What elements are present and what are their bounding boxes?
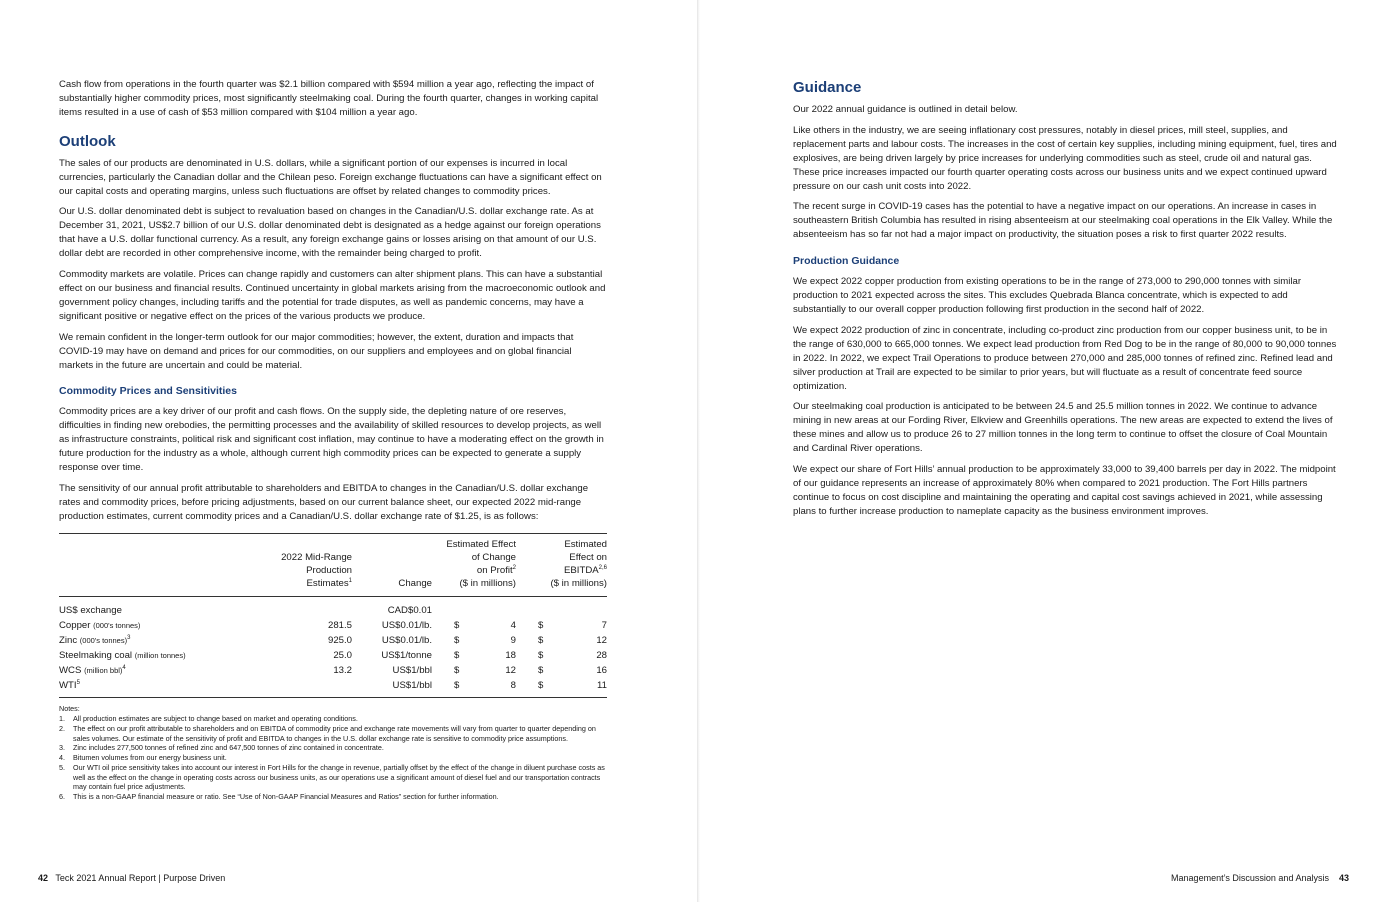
note-item: 2. The effect on our profit attributable to shareholders and on EBITDA of commodity price and exchange rate movements will vary from quarter to quarter depending on sales volumes. Our estimate of the sensitivity of profit and EBITDA to changes in the U.S. dollar exchange rate is sensitive to commodity price assumptions. <box>59 724 596 743</box>
note-item: 6. This is a non-GAAP financial measure or ratio. See “Use of Non-GAAP Financial Measures and Ratios” section for further information. <box>59 791 499 801</box>
guidance-paragraph-3: The recent surge in COVID-19 cases has the potential to have a negative impact on our operations. An increase in cases in southeastern British Columbia has resulted in rising absenteeism at our steelmaking coal operations in the Elk Valley. While the absenteeism has so far not had a major impact on productivity, the situation poses a risk to first quarter 2022 results. <box>793 201 1333 241</box>
outlook-paragraph-2: Our U.S. dollar denominated debt is subject to revaluation based on changes in the Canadian/U.S. dollar exchange rate. As at December 31, 2021, US$2.7 billion of our U.S. dollar denominated debt is designated as a hedge against our foreign operations that have a U.S. dollar functional currency. As a result, any foreign exchange gains or losses arising on that amount of our U.S. dollar debt are recorded in other comprehensive income, with the remainder being charged to profit. <box>59 206 601 260</box>
table-notes <box>59 704 607 802</box>
header-change: Change <box>352 533 432 596</box>
guidance-heading: Guidance <box>793 79 862 96</box>
production-guidance-heading: Production Guidance <box>793 255 900 268</box>
commodity-paragraph-1: Commodity prices are a key driver of our profit and cash flows. On the supply side, the depleting nature of ore reserves, difficulties in finding new orebodies, the permitting processes and the availability of skilled resources to develop projects, as well as infrastructure constraints, political risk and significant cost inflation, may continue to have a moderating effect on the growth in future production for the industry as a whole, although current high commodity prices can be expected to generate a supply response over time. <box>59 406 604 474</box>
note-item: 1. All production estimates are subject to change based on market and operating conditions. <box>59 714 358 724</box>
header-blank <box>59 533 239 596</box>
guidance-paragraph-2: Like others in the industry, we are seeing inflationary cost pressures, notably in diesel prices, mill steel, supplies, and replacement parts and labour costs. The increases in the cost of certain key supplies, including mining equipment, fuel, tires and explosives, are being driven largely by price increases for underlying commodities such as steel, crude oil and natural gas. These price increases impacted our fourth quarter operating costs across our business units and we expect continued upward pressure on our cash unit costs into 2022. <box>793 124 1337 192</box>
table-row: Zinc (000's tonnes)$^3$ 925.0 US$0.01/lb. $ 9 $ 12 <box>59 634 607 646</box>
commodity-paragraph-2: The sensitivity of our annual profit attributable to shareholders and EBITDA to changes in the Canadian/U.S. dollar exchange rates and commodity prices, before pricing adjustments, based on our current balance sheet, our expected 2022 mid-range production estimates, current commodity prices and a Canadian/U.S. dollar exchange rate of $1.25, is as follows: <box>59 482 589 522</box>
right-page <box>793 78 1337 526</box>
table-row: WTI$^5$ US$1/bbl $ 8 $ 11 <box>59 679 607 691</box>
table-row: WCS (million bbl)$^4$ 13.2 US$1/bbl $ 12 $ 16 <box>59 664 607 676</box>
left-page-number: 42 <box>38 873 49 883</box>
table-row: US$ exchange CAD$0.01 <box>59 604 432 616</box>
header-profit-effect: Estimated Effect of Change on Profit$^2$ ($ in millions) <box>432 533 516 596</box>
left-footer <box>38 872 225 884</box>
notes-heading: Notes: <box>59 703 80 713</box>
intro-paragraph: Cash flow from operations in the fourth quarter was $2.1 billion compared with $594 million a year ago, reflecting the impact of substantially higher commodity prices, most significantly steelmaking coal. During the fourth quarter, changes in working capital items resulted in a use of cash of $53 million compared with $104 million a year ago. <box>59 79 599 118</box>
right-footer-text: Management’s Discussion and Analysis <box>1171 873 1329 883</box>
header-ebitda-effect: Estimated Effect on EBITDA$^{2,6}$ ($ in millions) <box>516 533 607 596</box>
outlook-paragraph-1: The sales of our products are denominated in U.S. dollars, while a significant portion of our expenses is incurred in local currencies, particularly the Canadian dollar and the Chilean peso. Foreign exchange fluctuations can have a significant effect on our capital costs and operating margins, unless such fluctuations are offset by related changes to commodity prices. <box>59 157 602 197</box>
outlook-paragraph-3: Commodity markets are volatile. Prices can change rapidly and customers can alter shipment plans. This can have a substantial effect on our business and financial results. Continued uncertainty in global markets arising from the macroeconomic outlook and government policy changes, including tariffs and the potential for trade disputes, as well as pandemic concerns, may have a significant positive or negative effect on the prices of the various products we produce. <box>59 269 606 322</box>
table-row: Steelmaking coal (million tonnes) 25.0 US$1/tonne $ 18 $ 28 <box>59 649 607 661</box>
table-header-row <box>59 533 607 596</box>
left-footer-text: Teck 2021 Annual Report | Purpose Driven <box>55 873 226 883</box>
outlook-heading: Outlook <box>59 132 116 150</box>
commodity-prices-heading: Commodity Prices and Sensitivities <box>59 385 237 398</box>
right-footer <box>1171 872 1349 884</box>
production-paragraph-3: Our steelmaking coal production is anticipated to be between 24.5 and 25.5 million tonnes in 2022. We continue to advance mining in new areas at our Fording River, Elkview and Greenhills operations. The new areas are expected to extend the lives of these mines and allow us to produce 26 to 27 million tonnes in the long term to continue to offset the closure of Coal Mountain and Cardinal River operations. <box>793 401 1333 455</box>
note-item: 3. Zinc includes 277,500 tonnes of refined zinc and 647,500 tonnes of zinc contained in concentrate. <box>59 743 384 753</box>
header-production: 2022 Mid-Range Production Estimates$^1$ <box>239 533 352 596</box>
production-paragraph-2: We expect 2022 production of zinc in concentrate, including co-product zinc production from our copper business unit, to be in the range of 630,000 to 665,000 tonnes. We expect lead production from Red Dog to be in the range of 80,000 to 90,000 tonnes in 2022. In 2022, we expect Trail Operations to produce between 270,000 and 285,000 tonnes of refined zinc. Refined lead and silver production at Trail are expected to be similar to prior years, but will fluctuate as a result of concentrate feed source optimization. <box>793 324 1337 392</box>
production-paragraph-1: We expect 2022 copper production from existing operations to be in the range of 273,000 to 290,000 tonnes with similar production to 2021 expected across the sites. This excludes Quebrada Blanca concentrate, which is expected to add substantially to our overall copper production following first production in the second half of 2022. <box>793 276 1302 315</box>
production-paragraph-4: We expect our share of Fort Hills’ annual production to be approximately 33,000 to 39,400 barrels per day in 2022. The midpoint of our guidance represents an increase of approximately 80% when compared to 2021 production. The Fort Hills partners continue to focus on cost discipline and maintaining the operating and capital cost savings achieved in 2021, while assessing plans to further increase production to nameplate capacity as the business environment improves. <box>793 464 1336 517</box>
note-item: 5. Our WTI oil price sensitivity takes into account our interest in Fort Hills for the change in revenue, partially offset by the effect of the change in diluent purchase costs as well as the effect on the change in operating costs across our business units, as our operations use a significant amount of diesel fuel and our transportation contracts may contain fuel price adjustments. <box>59 762 605 792</box>
sensitivity-table <box>59 533 607 698</box>
guidance-paragraph-1: Our 2022 annual guidance is outlined in detail below. <box>793 104 1018 115</box>
page-gutter <box>697 0 700 902</box>
table-row: Copper (000's tonnes) 281.5 US$0.01/lb. $ 4 $ 7 <box>59 619 607 631</box>
right-page-number: 43 <box>1338 873 1349 883</box>
left-page <box>59 78 607 802</box>
outlook-paragraph-4: We remain confident in the longer-term outlook for our major commodities; however, the extent, duration and impacts that COVID-19 may have on demand and prices for our commodities, on our suppliers and employees and on global financial markets in the future are uncertain and could be material. <box>59 331 574 371</box>
note-item: 4. Bitumen volumes from our energy business unit. <box>59 753 227 763</box>
